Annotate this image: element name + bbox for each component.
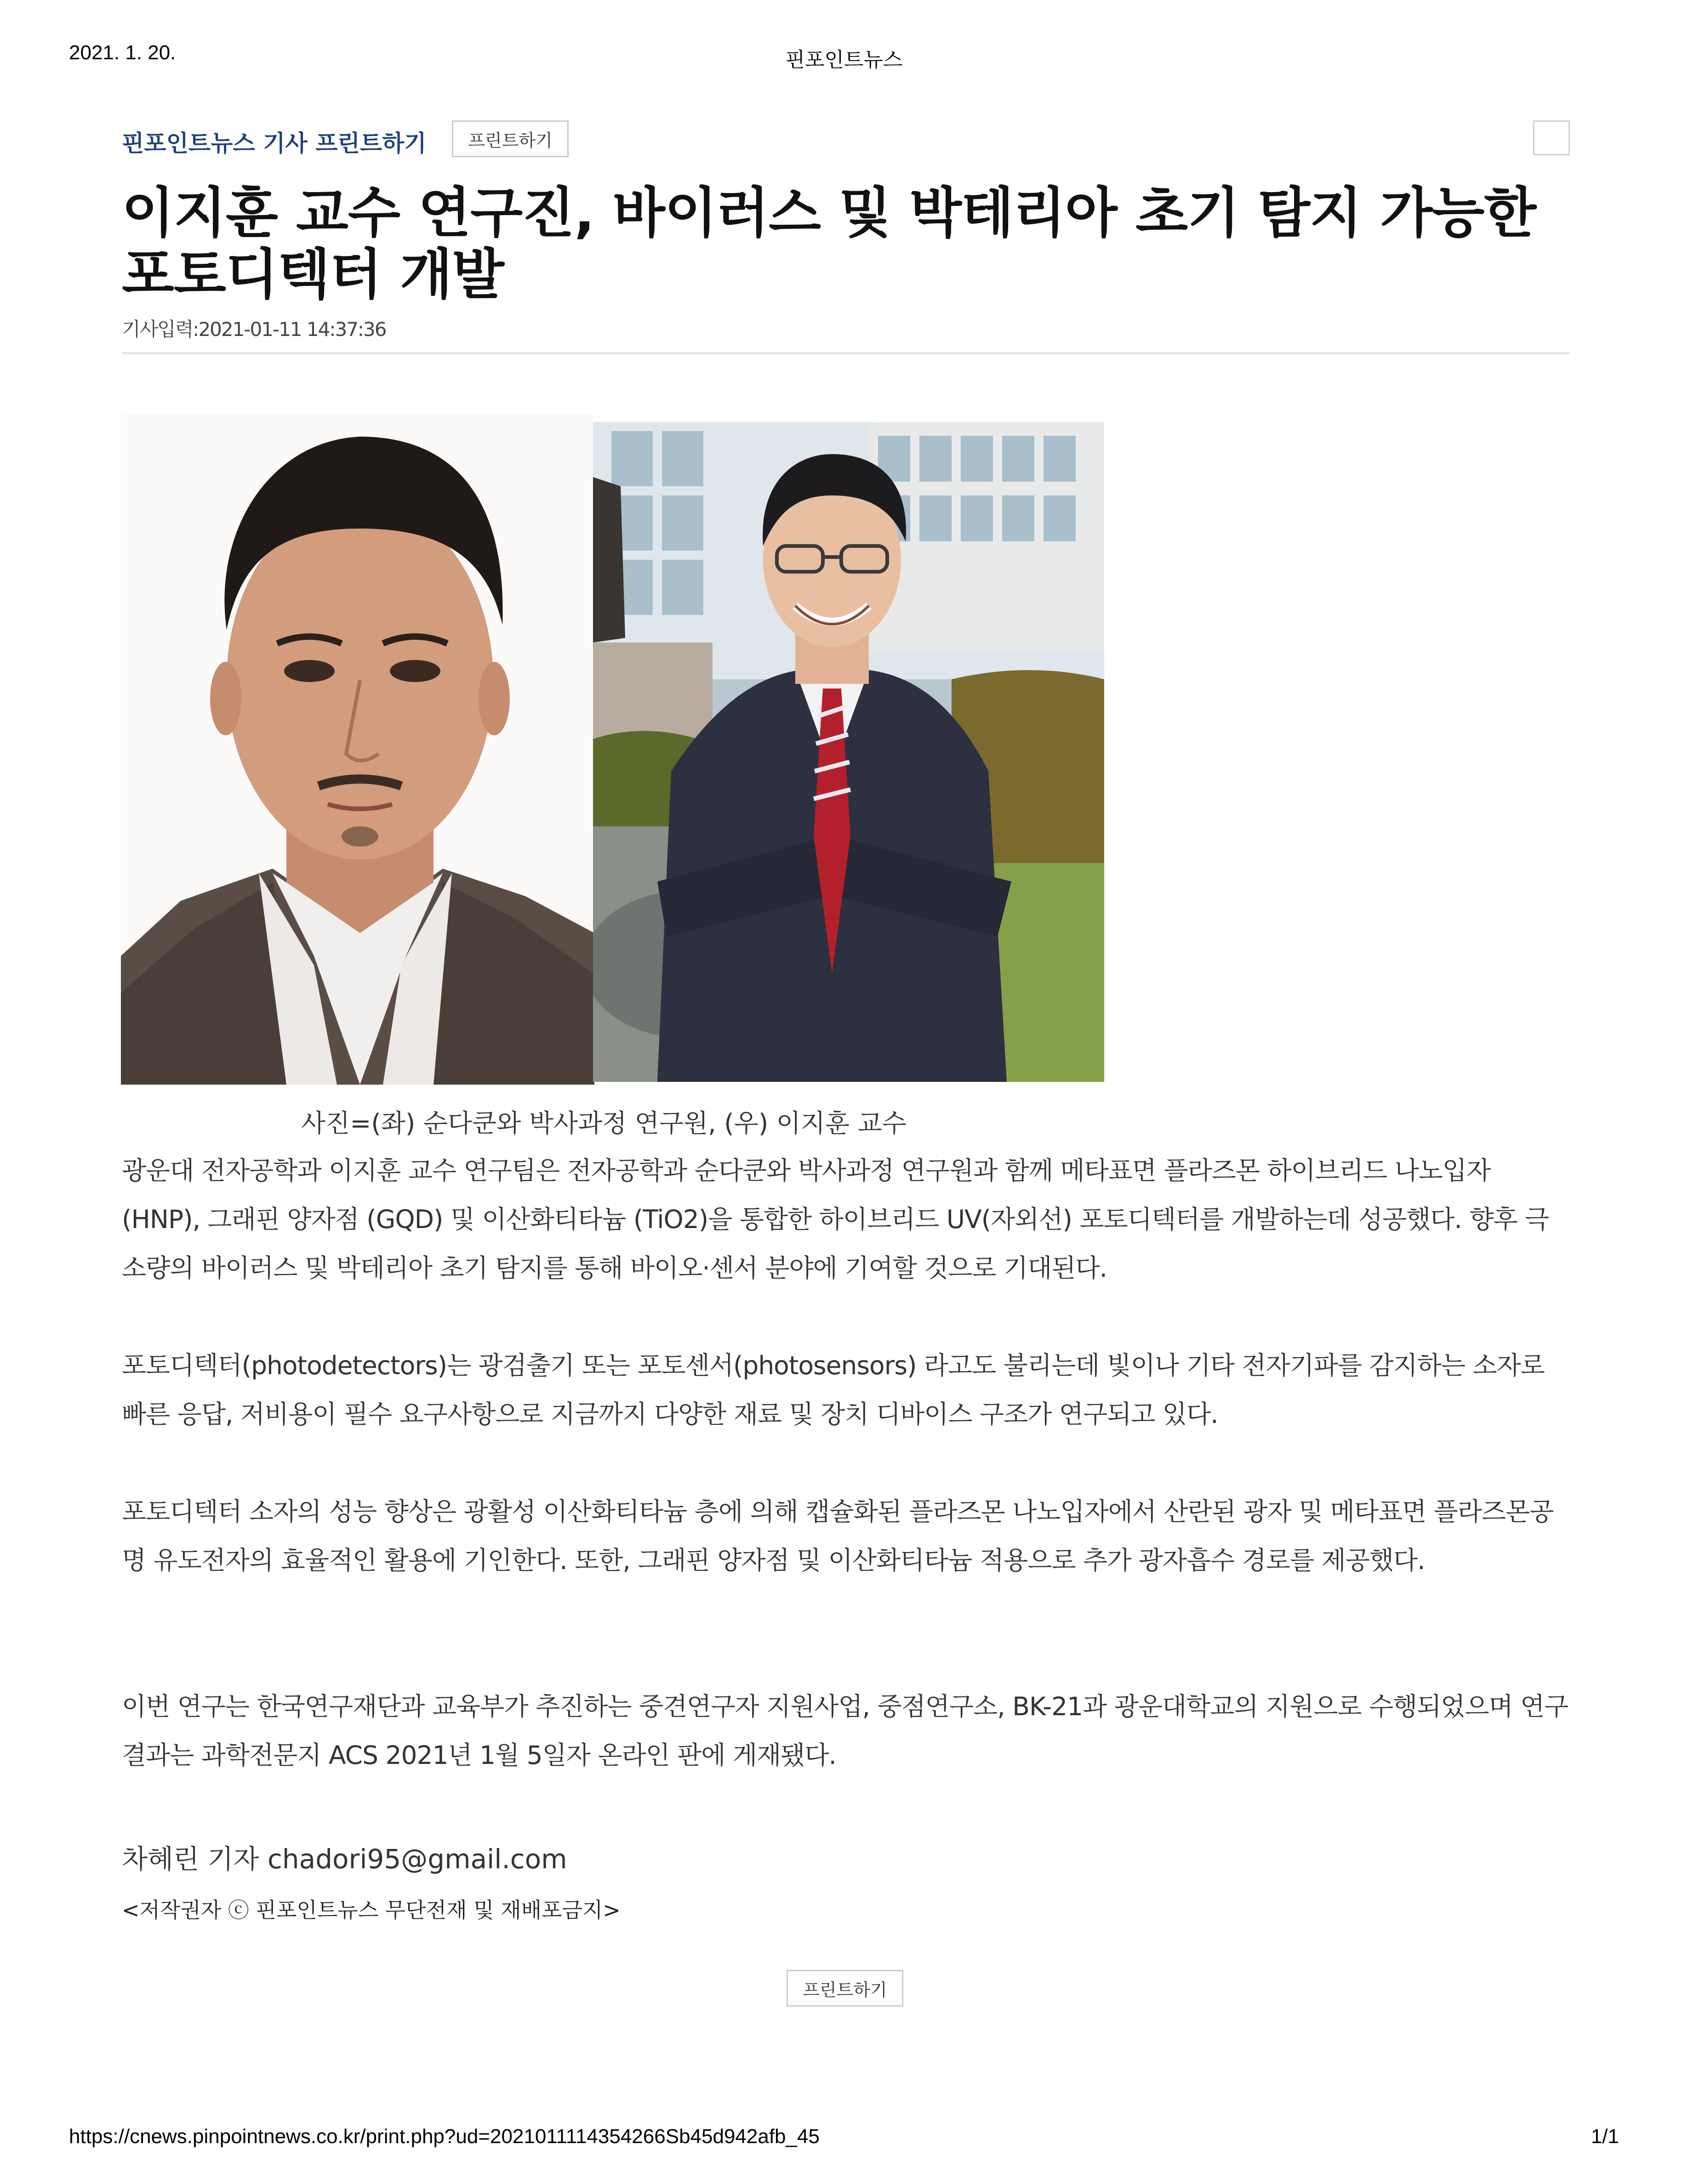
header-divider bbox=[122, 352, 1570, 354]
article-paragraph-4: 이번 연구는 한국연구재단과 교육부가 추진하는 중견연구자 지원사업, 중점연구소, BK-21과 광운대학교의 지원으로 수행되었으며 연구 결과는 과학전문지 ACS 2021년 1월 5일자 온라인 판에 게재됐다. bbox=[122, 1692, 1568, 1770]
print-button-bottom[interactable]: 프린트하기 bbox=[787, 1970, 903, 2007]
article-title: 이지훈 교수 연구진, 바이러스 및 박테리아 초기 탐지 가능한 포토디텍터 개발 bbox=[122, 181, 1536, 306]
portrait-photo-left bbox=[121, 414, 594, 1085]
print-date: 2021. 1. 20. bbox=[69, 41, 176, 64]
copyright-notice: <저작권자 ⓒ 핀포인트뉴스 무단전재 및 재배포금지> bbox=[122, 1898, 621, 1922]
brand-link[interactable]: 핀포인트뉴스 기사 프린트하기 bbox=[122, 130, 427, 157]
article-toolbar bbox=[122, 120, 1570, 157]
print-url: https://cnews.pinpointnews.co.kr/print.php?ud=2021011114354266Sb45d942afb_45 bbox=[69, 2125, 820, 2148]
print-button-top[interactable]: 프린트하기 bbox=[452, 120, 569, 157]
print-page-title: 핀포인트뉴스 bbox=[785, 48, 903, 72]
article-paragraph-3: 포토디텍터 소자의 성능 향상은 광활성 이산화티타늄 층에 의해 캡슐화된 플라즈몬 나노입자에서 산란된 광자 및 메타표면 플라즈몬공명 유도전자의 효율적인 활용에 기인한다. 또한, 그래핀 양자점 및 이산화티타늄 적용으로 추가 광자흡수 경로를 제공했다. bbox=[122, 1497, 1554, 1575]
article-paragraph-1: 광운대 전자공학과 이지훈 교수 연구팀은 전자공학과 순다쿤와 박사과정 연구원과 함께 메타표면 플라즈몬 하이브리드 나노입자 (HNP), 그래핀 양자점 (GQD) 및 이산화티타늄 (TiO2)을 통합한 하이브리드 UV(자외선) 포토디텍터를 개발하는데 성공했다. 향후 극소량의 바이러스 및 박테리아 초기 탐지를 통해 바이오·센서 분야에 기여할 것으로 기대된다. bbox=[122, 1156, 1549, 1283]
close-button[interactable] bbox=[1533, 120, 1570, 155]
article-paragraph-2: 포토디텍터(photodetectors)는 광검출기 또는 포토센서(photosensors) 라고도 불리는데 빛이나 기타 전자기파를 감지하는 소자로 빠른 응답, 저비용이 필수 요구사항으로 지금까지 다양한 재료 및 장치 디바이스 구조가 연구되고 있다. bbox=[122, 1351, 1545, 1429]
print-page-number: 1/1 bbox=[1591, 2125, 1619, 2148]
reporter-byline: 차혜린 기자 chadori95@gmail.com bbox=[122, 1843, 567, 1875]
article-dateline: 기사입력:2021-01-11 14:37:36 bbox=[122, 318, 386, 341]
portrait-photo-right bbox=[593, 422, 1104, 1082]
photo-caption: 사진=(좌) 순다쿤와 박사과정 연구원, (우) 이지훈 교수 bbox=[301, 1109, 907, 1138]
